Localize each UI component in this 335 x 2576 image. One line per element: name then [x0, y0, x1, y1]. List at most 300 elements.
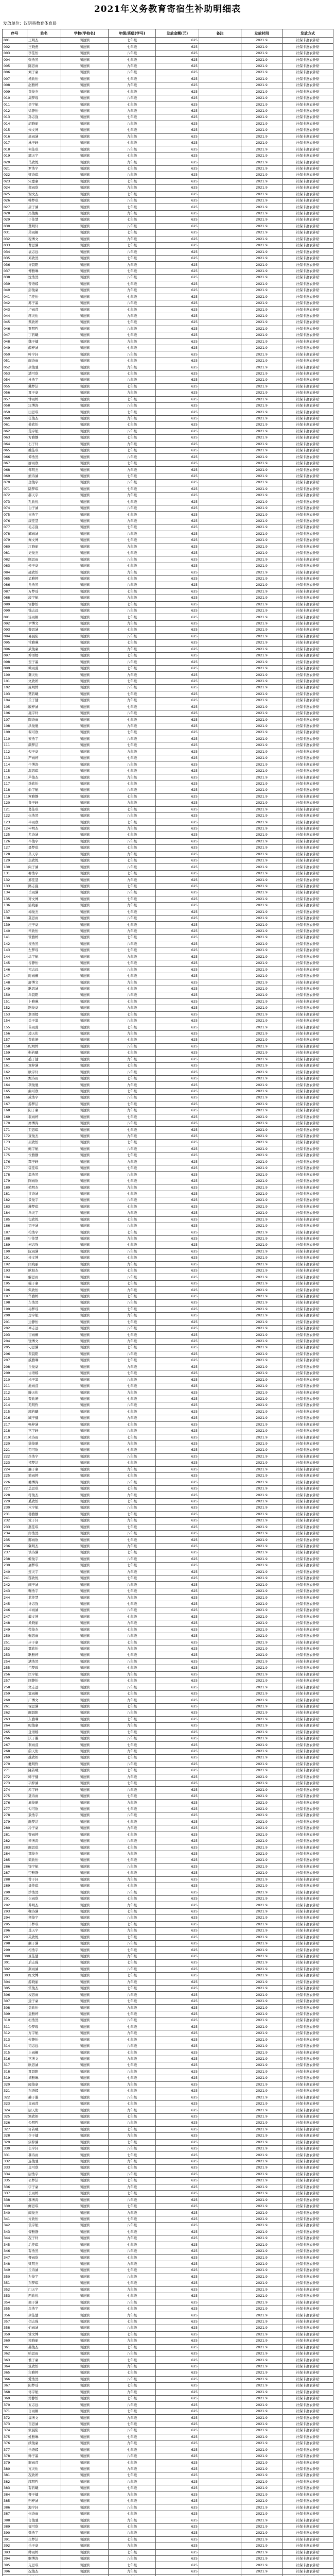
table-row	[3, 2434, 333, 2440]
cell-name: 詹语嫣	[27, 1011, 61, 1018]
cell-name: 穆雅静	[27, 1511, 61, 1517]
cell-note	[199, 236, 241, 242]
cell-date: 2021.9	[241, 2434, 283, 2440]
cell-note	[199, 2460, 241, 2466]
cell-date: 2021.9	[241, 2158, 283, 2164]
cell-name: 左俊宇	[27, 2274, 61, 2280]
cell-name: 殷梓涵	[27, 704, 61, 710]
cell-amount: 625	[156, 1697, 199, 1703]
cell-school: 涧池镇	[61, 2466, 109, 2472]
cell-amount: 625	[156, 2555, 199, 2562]
cell-name: 宁佳慧	[27, 1235, 61, 1242]
table-row	[3, 1787, 333, 1793]
table-row	[3, 1293, 333, 1299]
cell-note	[199, 1716, 241, 1722]
cell-amount: 625	[156, 1857, 199, 1863]
cell-amount: 625	[156, 1774, 199, 1780]
cell-index: 149	[3, 986, 27, 992]
cell-note	[199, 832, 241, 838]
cell-name: 勾可欣	[27, 1806, 61, 1812]
table-row	[3, 915, 333, 921]
cell-date: 2021.9	[241, 2184, 283, 2190]
cell-index: 016	[3, 133, 27, 140]
cell-index: 324	[3, 2107, 27, 2113]
cell-date: 2021.9	[241, 1781, 283, 1787]
cell-grade: 八年级	[109, 915, 156, 921]
cell-school: 涧池镇	[61, 992, 109, 998]
cell-grade: 七年级	[109, 243, 156, 249]
cell-school: 涧池镇	[61, 505, 109, 511]
cell-name: 隆若曦	[27, 1768, 61, 1774]
table-row	[3, 1832, 333, 1838]
cell-note	[199, 518, 241, 524]
cell-grade: 八年级	[109, 1120, 156, 1126]
cell-method: 社保卡惠农补贴	[283, 1684, 333, 1690]
cell-index: 210	[3, 1377, 27, 1383]
cell-note	[199, 1915, 241, 1921]
cell-school: 涧池镇	[61, 2350, 109, 2357]
cell-grade: 七年级	[109, 1781, 156, 1787]
table-row	[3, 1812, 333, 1819]
cell-note	[199, 640, 241, 646]
cell-grade: 七年级	[109, 2075, 156, 2081]
cell-amount: 625	[156, 2447, 199, 2453]
cell-grade: 九年级	[109, 672, 156, 678]
cell-grade: 七年级	[109, 217, 156, 223]
cell-name: 言俊驰	[27, 2517, 61, 2523]
cell-method: 社保卡惠农补贴	[283, 2235, 333, 2242]
cell-grade: 七年级	[109, 717, 156, 723]
cell-index: 284	[3, 1851, 27, 1857]
cell-school: 涧池镇	[61, 191, 109, 197]
cell-method: 社保卡惠农补贴	[283, 1178, 333, 1184]
cell-amount: 625	[156, 627, 199, 633]
cell-method: 社保卡惠农补贴	[283, 460, 333, 466]
cell-amount: 625	[156, 1178, 199, 1184]
cell-amount: 625	[156, 1159, 199, 1165]
cell-note	[199, 1806, 241, 1812]
cell-date: 2021.9	[241, 973, 283, 979]
cell-grade: 八年级	[109, 812, 156, 819]
cell-name: 易晨阳	[27, 633, 61, 639]
cell-date: 2021.9	[241, 63, 283, 69]
cell-amount: 625	[156, 1235, 199, 1242]
table-row	[3, 191, 333, 197]
cell-note	[199, 550, 241, 556]
cell-method: 社保卡惠农补贴	[283, 1742, 333, 1748]
cell-date: 2021.9	[241, 1287, 283, 1293]
cell-method: 社保卡惠农补贴	[283, 493, 333, 499]
cell-index: 363	[3, 2357, 27, 2363]
cell-name: 盖思琪	[27, 1485, 61, 1492]
cell-note	[199, 1530, 241, 1536]
cell-date: 2021.9	[241, 2338, 283, 2344]
cell-note	[199, 505, 241, 511]
cell-note	[199, 1440, 241, 1447]
cell-amount: 625	[156, 1800, 199, 1806]
cell-index: 010	[3, 95, 27, 101]
cell-date: 2021.9	[241, 2037, 283, 2043]
cell-index: 333	[3, 2165, 27, 2171]
cell-method: 社保卡惠农补贴	[283, 1748, 333, 1754]
table-row	[3, 1075, 333, 1081]
cell-amount: 625	[156, 2549, 199, 2555]
cell-grade: 七年级	[109, 140, 156, 146]
cell-note	[199, 787, 241, 793]
cell-name: 庞明哲	[27, 685, 61, 691]
table-row	[3, 499, 333, 505]
cell-name: 牟浩宇	[27, 2306, 61, 2312]
cell-school: 涧池镇	[61, 2338, 109, 2344]
cell-date: 2021.9	[241, 2306, 283, 2312]
cell-note	[199, 1768, 241, 1774]
cell-index: 388	[3, 2517, 27, 2523]
table-row	[3, 838, 333, 844]
cell-date: 2021.9	[241, 448, 283, 454]
table-row	[3, 2306, 333, 2312]
cell-grade: 七年级	[109, 127, 156, 133]
cell-name: 万梦瑶	[27, 588, 61, 595]
cell-index: 365	[3, 2370, 27, 2376]
cell-index: 036	[3, 262, 27, 268]
cell-amount: 625	[156, 319, 199, 326]
cell-amount: 625	[156, 1402, 199, 1409]
cell-amount: 625	[156, 537, 199, 544]
cell-amount: 625	[156, 1204, 199, 1210]
cell-grade: 七年级	[109, 2216, 156, 2222]
cell-grade: 八年级	[109, 377, 156, 383]
cell-name: 国静怡	[27, 1678, 61, 1684]
cell-date: 2021.9	[241, 1614, 283, 1620]
cell-note	[199, 1216, 241, 1223]
cell-grade: 七年级	[109, 1280, 156, 1286]
table-row	[3, 326, 333, 332]
cell-school: 涧池镇	[61, 114, 109, 121]
cell-school: 涧池镇	[61, 76, 109, 82]
cell-name: 靳若曦	[27, 1050, 61, 1056]
cell-note	[199, 275, 241, 281]
table-row	[3, 370, 333, 377]
cell-school: 涧池镇	[61, 1844, 109, 1851]
cell-name: 邬若曦	[27, 1409, 61, 1415]
cell-school: 涧池镇	[61, 1908, 109, 1914]
cell-name: 白子涵	[27, 505, 61, 511]
cell-name: 孙志强	[27, 114, 61, 121]
table-row	[3, 185, 333, 191]
cell-index: 093	[3, 627, 27, 633]
cell-date: 2021.9	[241, 2100, 283, 2107]
cell-date: 2021.9	[241, 70, 283, 76]
cell-method: 社保卡惠农补贴	[283, 1050, 333, 1056]
cell-index: 135	[3, 896, 27, 902]
table-row	[3, 1774, 333, 1780]
cell-name: 都欣怡	[27, 1646, 61, 1652]
table-row	[3, 127, 333, 133]
cell-school: 涧池镇	[61, 633, 109, 639]
cell-grade: 八年级	[109, 710, 156, 716]
cell-grade: 九年级	[109, 185, 156, 191]
cell-note	[199, 575, 241, 582]
cell-method: 社保卡惠农补贴	[283, 338, 333, 345]
cell-method: 社保卡惠农补贴	[283, 832, 333, 838]
cell-school: 涧池镇	[61, 537, 109, 544]
cell-grade: 八年级	[109, 736, 156, 742]
cell-index: 198	[3, 1300, 27, 1306]
cell-name: 樊若曦	[27, 691, 61, 697]
cell-amount: 625	[156, 2113, 199, 2120]
cell-grade: 七年级	[109, 909, 156, 915]
cell-note	[199, 1133, 241, 1139]
cell-method: 社保卡惠农补贴	[283, 2299, 333, 2306]
cell-date: 2021.9	[241, 1248, 283, 1255]
cell-date: 2021.9	[241, 275, 283, 281]
cell-note	[199, 268, 241, 274]
cell-amount: 625	[156, 998, 199, 1005]
cell-grade: 八年级	[109, 659, 156, 665]
table-row	[3, 620, 333, 626]
cell-amount: 625	[156, 1325, 199, 1331]
cell-method: 社保卡惠农补贴	[283, 108, 333, 114]
table-row	[3, 275, 333, 281]
cell-note	[199, 1159, 241, 1165]
cell-index: 035	[3, 255, 27, 261]
cell-date: 2021.9	[241, 698, 283, 704]
cell-index: 057	[3, 396, 27, 402]
cell-index: 235	[3, 1537, 27, 1543]
cell-school: 涧池镇	[61, 2210, 109, 2216]
cell-amount: 625	[156, 1742, 199, 1748]
cell-date: 2021.9	[241, 2216, 283, 2222]
cell-school: 涧池镇	[61, 1453, 109, 1460]
cell-date: 2021.9	[241, 723, 283, 729]
cell-name: 陈思雨	[27, 63, 61, 69]
table-row	[3, 1473, 333, 1479]
cell-method: 社保卡惠农补贴	[283, 287, 333, 294]
cell-method: 社保卡惠农补贴	[283, 1844, 333, 1851]
cell-method: 社保卡惠农补贴	[283, 1056, 333, 1062]
cell-name: 佴志强	[27, 2318, 61, 2325]
cell-school: 涧池镇	[61, 935, 109, 941]
table-row	[3, 1697, 333, 1703]
cell-amount: 625	[156, 1960, 199, 1966]
cell-amount: 625	[156, 2171, 199, 2177]
cell-index: 050	[3, 351, 27, 358]
cell-index: 155	[3, 1024, 27, 1030]
table-row	[3, 377, 333, 383]
cell-grade: 七年级	[109, 2357, 156, 2363]
cell-method: 社保卡惠农补贴	[283, 1883, 333, 1889]
cell-note	[199, 351, 241, 358]
cell-grade: 七年级	[109, 2178, 156, 2184]
cell-index: 138	[3, 915, 27, 921]
cell-date: 2021.9	[241, 1819, 283, 1825]
cell-method: 社保卡惠农补贴	[283, 300, 333, 306]
cell-school: 涧池镇	[61, 1210, 109, 1216]
cell-method: 社保卡惠农补贴	[283, 1223, 333, 1229]
table-row	[3, 2511, 333, 2517]
cell-method: 社保卡惠农补贴	[283, 819, 333, 825]
cell-name: 墨俊杰	[27, 2344, 61, 2350]
cell-amount: 625	[156, 870, 199, 876]
cell-grade: 七年级	[109, 76, 156, 82]
cell-school: 涧池镇	[61, 1703, 109, 1709]
cell-amount: 625	[156, 1075, 199, 1081]
cell-note	[199, 82, 241, 89]
cell-grade: 七年级	[109, 653, 156, 659]
cell-grade: 七年级	[109, 499, 156, 505]
cell-note	[199, 44, 241, 50]
cell-method: 社保卡惠农补贴	[283, 473, 333, 479]
table-row	[3, 230, 333, 236]
cell-name: 俞宇航	[27, 787, 61, 793]
cell-method: 社保卡惠农补贴	[283, 1280, 333, 1286]
cell-amount: 625	[156, 1518, 199, 1524]
cell-school: 涧池镇	[61, 1261, 109, 1267]
cell-index: 037	[3, 268, 27, 274]
cell-grade: 八年级	[109, 121, 156, 127]
cell-name: 欧宇轩	[27, 1069, 61, 1075]
cell-grade: 七年级	[109, 730, 156, 736]
cell-grade: 九年级	[109, 2441, 156, 2447]
cell-index: 285	[3, 1857, 27, 1863]
cell-method: 社保卡惠农补贴	[283, 2428, 333, 2434]
cell-note	[199, 1030, 241, 1037]
cell-date: 2021.9	[241, 1030, 283, 1037]
cell-note	[199, 2049, 241, 2056]
cell-amount: 625	[156, 1108, 199, 1114]
cell-date: 2021.9	[241, 2318, 283, 2325]
cell-school: 涧池镇	[61, 1723, 109, 1729]
cell-date: 2021.9	[241, 2094, 283, 2100]
cell-school: 涧池镇	[61, 903, 109, 909]
table-row	[3, 57, 333, 63]
cell-school: 涧池镇	[61, 210, 109, 216]
cell-school: 涧池镇	[61, 710, 109, 716]
cell-grade: 七年级	[109, 1358, 156, 1364]
cell-date: 2021.9	[241, 473, 283, 479]
cell-school: 涧池镇	[61, 1421, 109, 1428]
cell-date: 2021.9	[241, 646, 283, 652]
cell-amount: 625	[156, 275, 199, 281]
cell-name: 冀明杰	[27, 1543, 61, 1549]
cell-school: 涧池镇	[61, 627, 109, 633]
cell-date: 2021.9	[241, 1652, 283, 1658]
cell-school: 涧池镇	[61, 1383, 109, 1389]
table-row	[3, 1197, 333, 1204]
table-row	[3, 1345, 333, 1351]
cell-index: 068	[3, 467, 27, 473]
cell-name: 徐静怡	[27, 108, 61, 114]
cell-method: 社保卡惠农补贴	[283, 1063, 333, 1069]
cell-note	[199, 941, 241, 947]
cell-index: 105	[3, 704, 27, 710]
cell-note	[199, 1832, 241, 1838]
cell-index: 316	[3, 2056, 27, 2062]
cell-amount: 625	[156, 1684, 199, 1690]
cell-school: 涧池镇	[61, 1197, 109, 1204]
cell-school: 涧池镇	[61, 512, 109, 518]
cell-note	[199, 2011, 241, 2017]
cell-index: 164	[3, 1082, 27, 1088]
cell-method: 社保卡惠农补贴	[283, 1255, 333, 1261]
cell-note	[199, 614, 241, 620]
cell-index: 007	[3, 76, 27, 82]
cell-date: 2021.9	[241, 1428, 283, 1434]
cell-method: 社保卡惠农补贴	[283, 1069, 333, 1075]
cell-note	[199, 2555, 241, 2562]
cell-name: 熊诗涵	[27, 473, 61, 479]
cell-note	[199, 1934, 241, 1940]
cell-method: 社保卡惠农补贴	[283, 2094, 333, 2100]
cell-index: 393	[3, 2549, 27, 2555]
table-row	[3, 704, 333, 710]
cell-grade: 八年级	[109, 1812, 156, 1819]
cell-date: 2021.9	[241, 2049, 283, 2056]
cell-date: 2021.9	[241, 1908, 283, 1914]
cell-date: 2021.9	[241, 1005, 283, 1011]
cell-index: 163	[3, 1075, 27, 1081]
cell-school: 涧池镇	[61, 704, 109, 710]
cell-school: 涧池镇	[61, 806, 109, 812]
cell-index: 288	[3, 1876, 27, 1883]
table-row	[3, 1453, 333, 1460]
cell-note	[199, 95, 241, 101]
cell-index: 274	[3, 1787, 27, 1793]
cell-date: 2021.9	[241, 607, 283, 614]
table-row	[3, 351, 333, 358]
cell-grade: 九年级	[109, 1005, 156, 1011]
table-row	[3, 2011, 333, 2017]
cell-date: 2021.9	[241, 1389, 283, 1396]
table-row	[3, 287, 333, 294]
cell-grade: 七年级	[109, 89, 156, 95]
cell-grade: 七年级	[109, 896, 156, 902]
cell-note	[199, 1998, 241, 2004]
table-row	[3, 2344, 333, 2350]
cell-index: 244	[3, 1595, 27, 1601]
table-row	[3, 2235, 333, 2242]
cell-method: 社保卡惠农补贴	[283, 1421, 333, 1428]
cell-amount: 625	[156, 2415, 199, 2421]
table-row	[3, 2543, 333, 2549]
cell-index: 342	[3, 2223, 27, 2229]
cell-method: 社保卡惠农补贴	[283, 2338, 333, 2344]
cell-method: 社保卡惠农补贴	[283, 1582, 333, 1588]
cell-note	[199, 1248, 241, 1255]
cell-school: 涧池镇	[61, 1921, 109, 1927]
cell-name: 郭天宇	[27, 152, 61, 159]
cell-index: 214	[3, 1402, 27, 1409]
cell-note	[199, 2344, 241, 2350]
cell-date: 2021.9	[241, 1383, 283, 1389]
cell-grade: 九年级	[109, 338, 156, 345]
cell-grade: 七年级	[109, 345, 156, 351]
cell-name: 琴雨欣	[27, 2255, 61, 2261]
cell-name: 梅俊杰	[27, 909, 61, 915]
cell-index	[3, 2575, 27, 2576]
cell-name: 哈思雨	[27, 2350, 61, 2357]
cell-name: 陆梦琪	[27, 486, 61, 492]
cell-note	[199, 1569, 241, 1575]
cell-name: 于佳慧	[27, 217, 61, 223]
cell-name: 辜志远	[27, 1325, 61, 1331]
table-row	[3, 1287, 333, 1293]
cell-name: 章雅静	[27, 793, 61, 800]
cell-method: 社保卡惠农补贴	[283, 1986, 333, 1992]
cell-amount: 625	[156, 749, 199, 755]
cell-method: 社保卡惠农补贴	[283, 486, 333, 492]
cell-name: 路俊豪	[27, 1005, 61, 1011]
